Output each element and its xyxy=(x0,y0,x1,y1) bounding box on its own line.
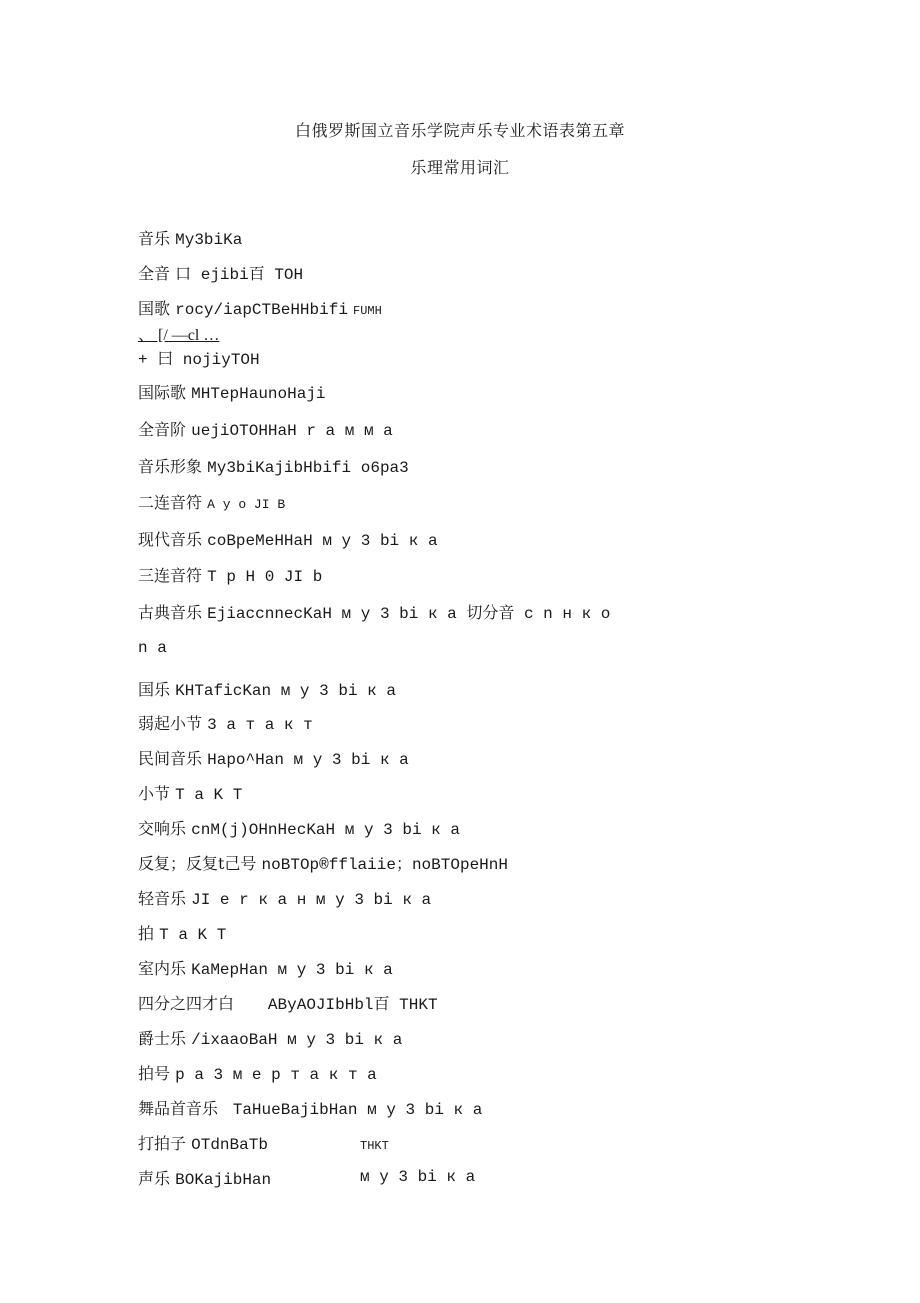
entry-term: 三连音符 xyxy=(138,566,203,585)
glossary-entry xyxy=(138,346,260,369)
entry-term: 交响乐 xyxy=(138,819,187,838)
glossary-entry xyxy=(138,417,393,440)
entry-translation: n a xyxy=(138,639,167,657)
entry-term: 二连音符 xyxy=(138,493,203,512)
entry-translation: cnM(j)OHnHecKaH м y 3 bi к a xyxy=(191,821,460,839)
glossary-entry xyxy=(138,746,409,769)
entry-term: 四分之四才白 xyxy=(138,994,235,1013)
entry-translation: My3biKa xyxy=(175,231,243,249)
entry-term: 现代音乐 xyxy=(138,530,203,549)
entry-term: 民间音乐 xyxy=(138,749,203,768)
entry-translation: EjiaccnnecKaH м y 3 bi к a 切分音 c n н к o xyxy=(207,605,611,623)
entry-extra: A y o JI B xyxy=(207,497,286,512)
entry-translation: KaMepHan м y 3 bi к a xyxy=(191,961,393,979)
entry-translation: + 曰 nojiyTOH xyxy=(138,351,260,369)
entry-translation: noBTOp®fflaiie；noBTOpeHnH xyxy=(261,856,508,874)
entry-term: 打拍子 xyxy=(138,1134,187,1153)
entry-term: 音乐 xyxy=(138,229,171,248)
entry-translation: OTdnBaTb xyxy=(191,1136,268,1154)
entry-translation: 、 [/ —cl … xyxy=(138,327,220,344)
glossary-entry xyxy=(138,490,285,513)
entry-extra: THKT xyxy=(360,1139,389,1153)
glossary-entry xyxy=(138,380,326,403)
glossary-entry xyxy=(138,781,242,804)
entry-translation: uejiOTOHHaH r a м м a xyxy=(191,422,393,440)
glossary-entry xyxy=(138,886,431,909)
entry-term: 国际歌 xyxy=(138,383,187,402)
entry-translation: rocy/iapCTBeHHbifi xyxy=(175,301,348,319)
entry-term: 国乐 xyxy=(138,680,171,699)
glossary-entry xyxy=(138,711,313,734)
glossary-entry xyxy=(138,1026,402,1049)
entry-translation: KHTaficKan м y 3 bi к a xyxy=(175,682,396,700)
entry-term: 爵士乐 xyxy=(138,1029,187,1048)
glossary-entry-extra xyxy=(360,1134,389,1153)
entry-translation: coBpeMeHHaH м y 3 bi к a xyxy=(207,532,438,550)
entry-extra: м y 3 bi к a xyxy=(360,1168,476,1186)
glossary-entry-extra xyxy=(360,1166,475,1186)
entry-translation: JI e r к a н м y 3 bi к a xyxy=(191,891,432,909)
entry-extra: FUMH xyxy=(353,304,382,318)
entry-translation: T a K T xyxy=(175,786,243,804)
glossary-entry xyxy=(138,816,460,839)
glossary-entry xyxy=(138,322,219,345)
glossary-entry xyxy=(138,1166,271,1189)
entry-term: 轻音乐 xyxy=(138,889,187,908)
glossary-entry xyxy=(138,261,303,284)
entry-translation: p a 3 м e p т a к т a xyxy=(175,1066,377,1084)
glossary-entry xyxy=(138,1131,268,1154)
entry-translation: Hapo^Han м y 3 bi к a xyxy=(207,751,409,769)
entry-translation: MHTepHaunoHaji xyxy=(191,385,326,403)
entry-translation: BOKajibHan xyxy=(175,1171,272,1189)
entry-term: 室内乐 xyxy=(138,959,187,978)
entry-translation: T p H 0 JI b xyxy=(207,568,323,586)
entry-translation: /ixaaoBaH м y 3 bi к a xyxy=(191,1031,403,1049)
glossary-entry xyxy=(138,956,393,979)
entry-term: 古典音乐 xyxy=(138,603,203,622)
entry-term: 拍 xyxy=(138,924,155,943)
entry-term: 拍号 xyxy=(138,1064,171,1083)
entry-term: 音乐形象 xyxy=(138,457,203,476)
entry-translation: 3 a т a к т xyxy=(207,716,313,734)
glossary-entry xyxy=(138,921,226,944)
glossary-entry xyxy=(138,226,242,249)
entry-term: 声乐 xyxy=(138,1169,171,1188)
glossary-entry xyxy=(138,1096,482,1119)
document-subtitle: 乐理常用词汇 xyxy=(410,158,510,177)
entry-term: 全音阶 xyxy=(138,420,187,439)
entry-translation: AByAOJIbHbl百 THKT xyxy=(239,996,438,1014)
entry-term: 反复；反复t己号 xyxy=(138,854,257,873)
glossary-entry xyxy=(138,296,382,319)
glossary-entry xyxy=(138,600,610,623)
entry-term: 小节 xyxy=(138,784,171,803)
glossary-entry xyxy=(138,851,508,874)
entry-translation: TaHueBajibHan м y 3 bi к a xyxy=(223,1101,483,1119)
entry-term: 弱起小节 xyxy=(138,714,203,733)
glossary-entry xyxy=(138,1061,377,1084)
glossary-entry xyxy=(138,637,167,657)
entry-term: 国歌 xyxy=(138,299,171,318)
glossary-entry xyxy=(138,527,438,550)
document-title: 白俄罗斯国立音乐学院声乐专业术语表第五章 xyxy=(294,121,625,140)
glossary-entry xyxy=(138,991,438,1014)
entry-translation: T a K T xyxy=(159,926,227,944)
glossary-entry xyxy=(138,454,409,477)
entry-translation: My3biKajibHbifi o6pa3 xyxy=(207,459,409,477)
entry-term: 舞品首音乐 xyxy=(138,1099,219,1118)
glossary-entry xyxy=(138,563,322,586)
glossary-entry xyxy=(138,677,396,700)
entry-translation: 口 ejibi百 TOH xyxy=(175,266,304,284)
entry-term: 全音 xyxy=(138,264,171,283)
